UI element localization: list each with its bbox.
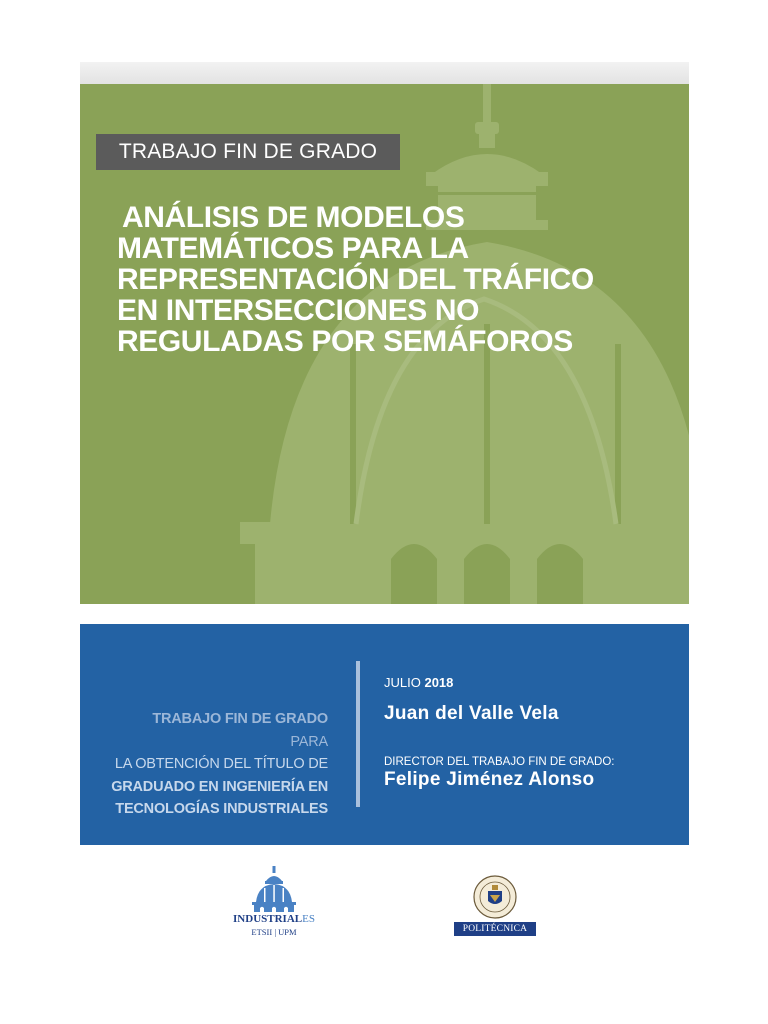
dome-icon — [228, 866, 320, 912]
author-name: Juan del Valle Vela — [384, 703, 559, 724]
degree-line — [94, 708, 328, 753]
director-name: Felipe Jiménez Alonso — [384, 769, 595, 790]
upm-logo — [450, 874, 540, 938]
top-strip — [80, 62, 689, 84]
title-line: REGULADAS POR SEMÁFOROS — [117, 325, 573, 358]
degree-statement — [94, 708, 328, 821]
wordmark-main: INDUSTRIAL — [233, 913, 303, 925]
details-panel — [80, 624, 689, 845]
industriales-wordmark — [228, 913, 320, 925]
degree-line: TECNOLOGÍAS INDUSTRIALES — [115, 801, 328, 817]
title-line: MATEMÁTICOS PARA LA — [117, 232, 469, 265]
date-year: 2018 — [424, 675, 454, 690]
thesis-title — [117, 202, 657, 357]
degree-emphasis: TRABAJO FIN DE GRADO — [152, 711, 328, 727]
title-line: REPRESENTACIÓN DEL TRÁFICO — [117, 263, 594, 296]
degree-line: LA OBTENCIÓN DEL TÍTULO DE — [114, 756, 328, 772]
industriales-logo — [228, 866, 320, 944]
degree-para: PARA — [290, 733, 328, 750]
title-line: ANÁLISIS DE MODELOS — [122, 201, 465, 234]
cover-panel — [80, 84, 689, 604]
date — [384, 675, 453, 690]
director-label: DIRECTOR DEL TRABAJO FIN DE GRADO: — [384, 756, 615, 768]
industriales-subtitle: ETSII | UPM — [251, 927, 297, 937]
seal-icon — [450, 874, 540, 922]
document-type-label: TRABAJO FIN DE GRADO — [96, 134, 400, 170]
degree-line: GRADUADO EN INGENIERÍA EN — [111, 778, 328, 795]
date-month: JULIO — [384, 675, 421, 690]
wordmark-suffix: ES — [302, 913, 315, 925]
title-line: EN INTERSECCIONES NO — [117, 294, 480, 327]
upm-wordmark: POLITÉCNICA — [454, 922, 536, 936]
vertical-divider — [356, 661, 360, 807]
